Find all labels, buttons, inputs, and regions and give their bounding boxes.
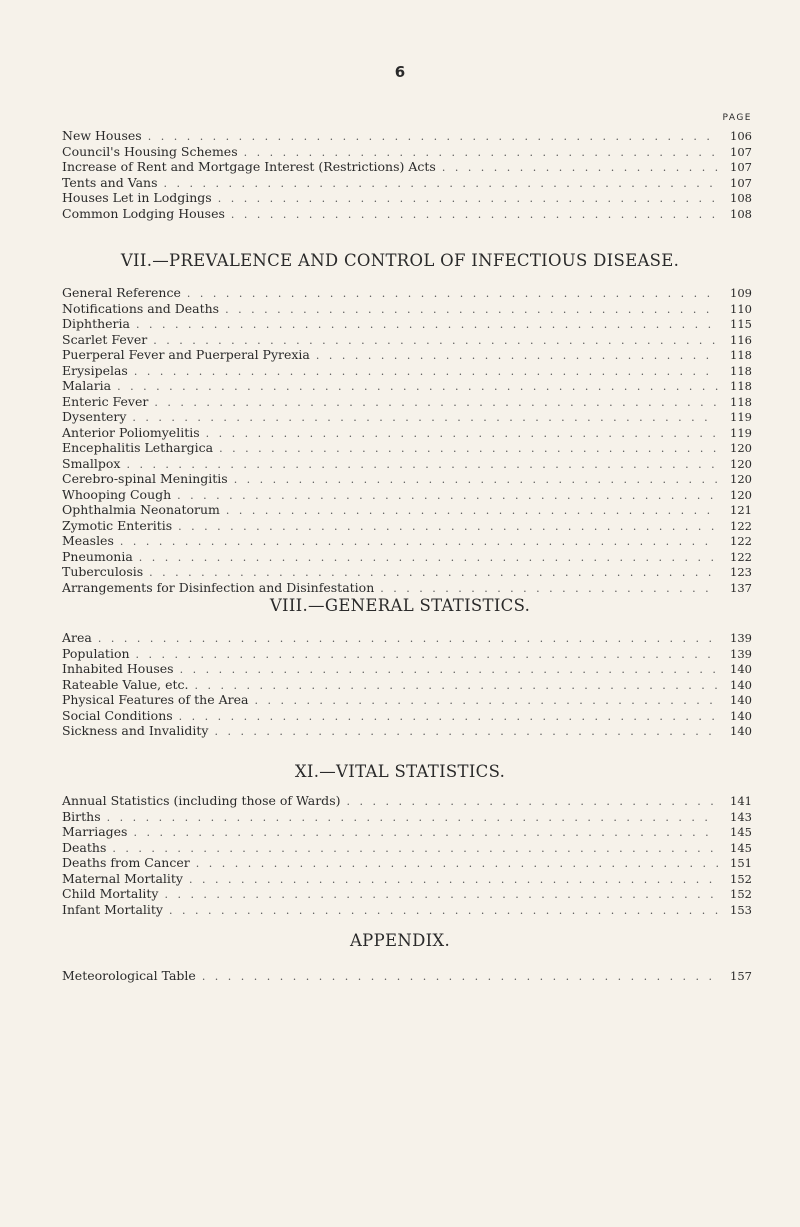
toc-entry-page: 110 bbox=[730, 301, 752, 316]
dot-leader bbox=[112, 841, 718, 857]
toc-entry-title: Annual Statistics (including those of Wards) bbox=[62, 793, 341, 808]
toc-entry-title: Tents and Vans bbox=[62, 174, 158, 190]
toc-entry-page: 118 bbox=[730, 363, 752, 378]
dot-leader bbox=[164, 176, 718, 192]
toc-entry-title: Houses Let in Lodgings bbox=[62, 190, 212, 205]
toc-entry bbox=[62, 159, 752, 175]
toc-entry-title: Rateable Value, etc. bbox=[62, 676, 189, 692]
dot-leader bbox=[177, 488, 718, 504]
toc-entry bbox=[62, 332, 752, 348]
toc-entry-page: 137 bbox=[730, 580, 752, 595]
dot-leader bbox=[136, 317, 718, 333]
dot-leader bbox=[98, 631, 718, 647]
toc-entry-title: Births bbox=[62, 808, 101, 824]
toc-entry-title: Anterior Poliomyelitis bbox=[62, 424, 200, 440]
toc-entry-page: 122 bbox=[730, 549, 752, 564]
dot-leader bbox=[225, 302, 718, 318]
toc-entry bbox=[62, 646, 752, 662]
toc-entry bbox=[62, 886, 752, 902]
toc-entry-page: 139 bbox=[730, 646, 752, 661]
toc-entry bbox=[62, 144, 752, 160]
toc-entry bbox=[62, 580, 752, 596]
dot-leader bbox=[179, 709, 718, 725]
toc-entry bbox=[62, 902, 752, 918]
section-heading-general-statistics: VIII.—GENERAL STATISTICS. bbox=[269, 596, 531, 615]
toc-section-appendix bbox=[62, 968, 752, 984]
toc-entry bbox=[62, 518, 752, 534]
toc-entry-page: 140 bbox=[730, 693, 752, 707]
toc-entry-title: Deaths from Cancer bbox=[62, 855, 190, 870]
toc-entry bbox=[62, 855, 752, 871]
toc-entry bbox=[62, 692, 752, 708]
dot-leader bbox=[206, 426, 718, 442]
toc-entry-title: Tuberculosis bbox=[62, 564, 144, 579]
toc-entry-page: 140 bbox=[730, 677, 752, 692]
toc-entry bbox=[62, 175, 752, 191]
toc-entry-page: 108 bbox=[730, 191, 752, 205]
toc-entry-title: Maternal Mortality bbox=[62, 870, 183, 886]
dot-leader bbox=[187, 286, 718, 302]
toc-section-infectious-disease bbox=[62, 285, 752, 595]
toc-entry-page: 145 bbox=[730, 825, 752, 839]
toc-entry bbox=[62, 809, 752, 825]
toc-entry-page: 140 bbox=[730, 662, 752, 676]
toc-entry-title: Population bbox=[62, 645, 130, 661]
dot-leader bbox=[380, 581, 718, 597]
toc-entry bbox=[62, 347, 752, 363]
dot-leader bbox=[149, 565, 718, 581]
dot-leader bbox=[214, 724, 718, 740]
toc-entry-page: 122 bbox=[730, 518, 752, 533]
toc-entry bbox=[62, 630, 752, 646]
dot-leader bbox=[117, 379, 718, 395]
toc-entry-page: 143 bbox=[730, 809, 752, 824]
toc-entry-title: New Houses bbox=[62, 128, 142, 143]
toc-section-vital-statistics bbox=[62, 793, 752, 917]
toc-entry-title: Area bbox=[62, 630, 92, 645]
section-heading-appendix: APPENDIX. bbox=[349, 931, 451, 950]
toc-entry bbox=[62, 128, 752, 144]
toc-entry-page: 115 bbox=[730, 317, 752, 331]
toc-entry bbox=[62, 316, 752, 332]
toc-entry-title: Marriages bbox=[62, 824, 128, 839]
toc-entry-title: Dysentery bbox=[62, 409, 127, 424]
section-heading-infectious-disease: VII.—PREVALENCE AND CONTROL OF INFECTIOUS DISEASE. bbox=[120, 251, 680, 270]
toc-entry bbox=[62, 206, 752, 222]
toc-entry bbox=[62, 425, 752, 441]
toc-entry-title: Enteric Fever bbox=[62, 393, 149, 409]
toc-entry-page: 123 bbox=[730, 565, 752, 579]
toc-entry-page: 119 bbox=[730, 425, 752, 440]
toc-entry-page: 141 bbox=[730, 794, 752, 808]
toc-entry bbox=[62, 363, 752, 379]
toc-entry bbox=[62, 533, 752, 549]
toc-entry-page: 120 bbox=[730, 472, 752, 486]
toc-entry-page: 151 bbox=[730, 856, 752, 870]
toc-entry-title: Physical Features of the Area bbox=[62, 692, 249, 707]
toc-section-housing bbox=[62, 128, 752, 221]
toc-entry-page: 118 bbox=[730, 379, 752, 393]
toc-entry bbox=[62, 661, 752, 677]
toc-entry-title: Common Lodging Houses bbox=[62, 205, 225, 221]
dot-leader bbox=[139, 550, 718, 566]
toc-entry bbox=[62, 549, 752, 565]
dot-leader bbox=[346, 794, 718, 810]
toc-entry-page: 119 bbox=[730, 410, 752, 424]
toc-entry bbox=[62, 440, 752, 456]
toc-entry-title: Cerebro-spinal Meningitis bbox=[62, 471, 228, 486]
toc-section-general-statistics bbox=[62, 630, 752, 739]
toc-entry-page: 107 bbox=[730, 175, 752, 190]
page-number: 6 bbox=[394, 63, 406, 81]
toc-entry-title: Meteorological Table bbox=[62, 968, 196, 983]
toc-entry bbox=[62, 456, 752, 472]
toc-entry-title: Diphtheria bbox=[62, 316, 130, 331]
toc-entry-page: 107 bbox=[730, 160, 752, 174]
toc-entry bbox=[62, 824, 752, 840]
toc-entry-page: 120 bbox=[730, 441, 752, 455]
dot-leader bbox=[120, 534, 718, 550]
toc-entry-page: 122 bbox=[730, 534, 752, 548]
toc-entry-title: Arrangements for Disinfection and Disinfestation bbox=[62, 579, 375, 595]
toc-entry-page: 153 bbox=[730, 902, 752, 917]
toc-entry-title: Erysipelas bbox=[62, 362, 128, 378]
toc-entry-page: 118 bbox=[730, 348, 752, 362]
toc-entry-title: Whooping Cough bbox=[62, 486, 172, 502]
toc-entry-page: 152 bbox=[730, 887, 752, 901]
toc-entry-page: 157 bbox=[730, 969, 752, 983]
dot-leader bbox=[196, 856, 718, 872]
toc-entry bbox=[62, 564, 752, 580]
toc-entry-title: Child Mortality bbox=[62, 886, 159, 901]
toc-entry-title: Social Conditions bbox=[62, 707, 173, 723]
toc-entry-page: 139 bbox=[730, 631, 752, 645]
toc-entry-page: 107 bbox=[730, 144, 752, 159]
toc-entry-page: 152 bbox=[730, 871, 752, 886]
toc-entry-title: Zymotic Enteritis bbox=[62, 517, 173, 533]
dot-leader bbox=[180, 662, 718, 678]
toc-entry-title: Infant Mortality bbox=[62, 901, 163, 917]
dot-leader bbox=[178, 519, 718, 535]
dot-leader bbox=[153, 333, 718, 349]
toc-entry-title: Sickness and Invalidity bbox=[62, 723, 209, 738]
toc-entry-page: 120 bbox=[730, 456, 752, 471]
dot-leader bbox=[154, 395, 718, 411]
toc-entry bbox=[62, 301, 752, 317]
dot-leader bbox=[231, 207, 718, 223]
toc-entry-title: Inhabited Houses bbox=[62, 661, 174, 676]
toc-entry bbox=[62, 378, 752, 394]
toc-entry-title: Encephalitis Lethargica bbox=[62, 440, 214, 455]
dot-leader bbox=[254, 693, 718, 709]
dot-leader bbox=[132, 410, 718, 426]
toc-entry-page: 145 bbox=[730, 840, 752, 855]
dot-leader bbox=[442, 160, 718, 176]
toc-entry-page: 120 bbox=[730, 487, 752, 502]
toc-entry-page: 118 bbox=[730, 394, 752, 409]
toc-entry-title: Puerperal Fever and Puerperal Pyrexia bbox=[62, 347, 310, 362]
toc-entry-page: 106 bbox=[730, 129, 752, 143]
dot-leader bbox=[316, 348, 718, 364]
toc-entry bbox=[62, 394, 752, 410]
dot-leader bbox=[126, 457, 718, 473]
toc-entry-page: 140 bbox=[730, 724, 752, 738]
toc-entry-title: Ophthalmia Neonatorum bbox=[62, 502, 220, 517]
section-heading-vital-statistics: XI.—VITAL STATISTICS. bbox=[294, 762, 506, 781]
dot-leader bbox=[107, 810, 718, 826]
toc-entry bbox=[62, 487, 752, 503]
toc-entry-title: Measles bbox=[62, 533, 114, 548]
dot-leader bbox=[219, 441, 718, 457]
dot-leader bbox=[189, 872, 718, 888]
toc-entry-page: 121 bbox=[730, 503, 752, 517]
toc-entry bbox=[62, 723, 752, 739]
dot-leader bbox=[218, 191, 718, 207]
dot-leader bbox=[148, 129, 718, 145]
toc-entry-page: 140 bbox=[730, 708, 752, 723]
toc-entry bbox=[62, 708, 752, 724]
dot-leader bbox=[164, 887, 718, 903]
dot-leader bbox=[202, 969, 718, 985]
dot-leader bbox=[133, 825, 718, 841]
toc-entry-title: Notifications and Deaths bbox=[62, 300, 220, 316]
toc-entry bbox=[62, 793, 752, 809]
toc-entry-title: Increase of Rent and Mortgage Interest (Restrictions) Acts bbox=[62, 159, 436, 174]
page-column-label: PAGE bbox=[722, 113, 752, 123]
dot-leader bbox=[226, 503, 718, 519]
dot-leader bbox=[244, 145, 718, 161]
toc-entry-page: 116 bbox=[730, 332, 752, 347]
toc-entry bbox=[62, 677, 752, 693]
dot-leader bbox=[136, 647, 718, 663]
toc-entry bbox=[62, 840, 752, 856]
toc-entry-page: 109 bbox=[730, 286, 752, 300]
toc-entry-title: General Reference bbox=[62, 285, 181, 300]
toc-entry bbox=[62, 285, 752, 301]
toc-entry-title: Pneumonia bbox=[62, 548, 133, 564]
toc-entry bbox=[62, 409, 752, 425]
toc-entry bbox=[62, 968, 752, 984]
toc-entry bbox=[62, 190, 752, 206]
toc-entry bbox=[62, 871, 752, 887]
dot-leader bbox=[134, 364, 718, 380]
toc-entry-page: 108 bbox=[730, 206, 752, 221]
toc-entry-title: Smallpox bbox=[62, 455, 121, 471]
toc-entry-title: Scarlet Fever bbox=[62, 331, 148, 347]
toc-entry-title: Deaths bbox=[62, 839, 107, 855]
dot-leader bbox=[169, 903, 718, 919]
toc-entry bbox=[62, 471, 752, 487]
dot-leader bbox=[195, 678, 718, 694]
toc-entry-title: Council's Housing Schemes bbox=[62, 143, 238, 159]
dot-leader bbox=[234, 472, 718, 488]
toc-entry-title: Malaria bbox=[62, 378, 112, 393]
toc-entry bbox=[62, 502, 752, 518]
